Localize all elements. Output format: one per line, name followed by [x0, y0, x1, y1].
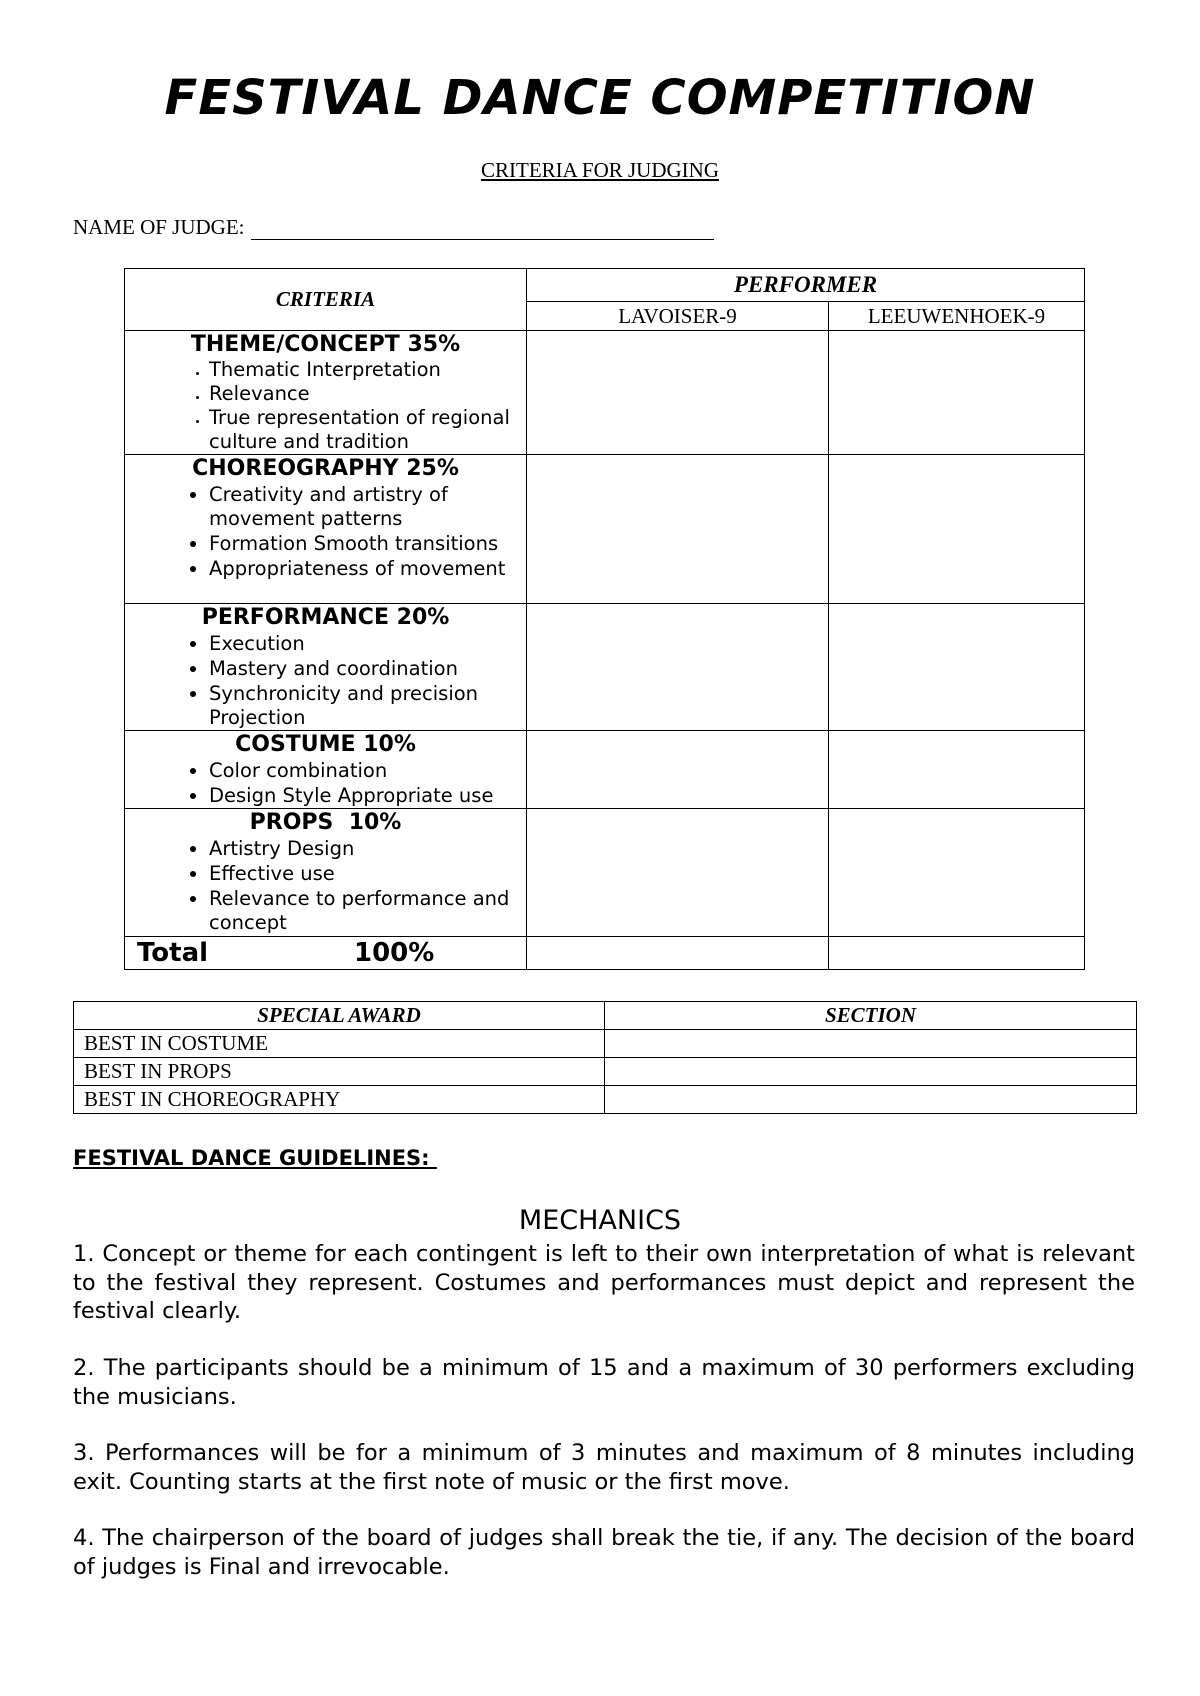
criteria-cell [125, 455, 527, 604]
total-row [125, 937, 1085, 970]
special-award-table [73, 1001, 1137, 1114]
criteria-item: • True representation of regional culture and tradition [209, 406, 526, 454]
criteria-item: • Design Style Appropriate use [209, 783, 526, 808]
criteria-heading: PROPS 10% [249, 810, 402, 835]
award-section-cell[interactable] [605, 1030, 1137, 1058]
score-cell[interactable] [829, 604, 1085, 731]
score-cell[interactable] [527, 331, 829, 455]
mechanics-item: 1. Concept or theme for each contingent is left to their own interpretation of what is relevant to the festival they represent. Costumes and performances must depict and represent the festival clearly. [73, 1241, 1135, 1324]
award-name: BEST IN COSTUME [74, 1030, 605, 1058]
document-title: FESTIVAL DANCE COMPETITION [164, 70, 1036, 126]
criteria-item: • Formation Smooth transitions [209, 531, 526, 556]
total-score-cell[interactable] [527, 937, 829, 970]
mechanics-item: 4. The chairperson of the board of judges shall break the tie, if any. The decision of the board of judges is Final and irrevocable. [73, 1525, 1135, 1580]
criteria-cell [125, 331, 527, 455]
criteria-list [125, 482, 526, 581]
total-score-cell[interactable] [829, 937, 1085, 970]
award-name: BEST IN PROPS [74, 1058, 605, 1086]
mechanics-item: 3. Performances will be for a minimum of 3 minutes and maximum of 8 minutes including exit. Counting starts at the first note of music or the first move. [73, 1440, 1135, 1495]
criteria-item: • Synchronicity and precision Projection [209, 681, 526, 730]
award-section-cell[interactable] [605, 1086, 1137, 1114]
performer-header: PERFORMER [527, 269, 1085, 302]
criteria-list [125, 836, 526, 935]
score-cell[interactable] [527, 731, 829, 809]
guidelines-heading: FESTIVAL DANCE GUIDELINES: [73, 1146, 437, 1170]
criteria-item: • Artistry Design [209, 836, 526, 861]
criteria-cell [125, 604, 527, 731]
judge-name-field [73, 215, 714, 240]
award-section-cell[interactable] [605, 1058, 1137, 1086]
criteria-item: • Thematic Interpretation [209, 358, 526, 382]
score-cell[interactable] [829, 331, 1085, 455]
award-row [74, 1030, 1137, 1058]
criteria-list [125, 358, 526, 454]
special-award-header: SPECIAL AWARD [74, 1002, 605, 1030]
criteria-heading: THEME/CONCEPT 35% [190, 332, 461, 357]
criteria-item: • Execution [209, 631, 526, 656]
award-row [74, 1086, 1137, 1114]
total-label: Total [137, 938, 209, 968]
criteria-list [125, 758, 526, 808]
criteria-item: • Relevance to performance and concept [209, 886, 526, 935]
criteria-row [125, 331, 1085, 455]
criteria-list [125, 631, 526, 730]
total-value: 100% [354, 938, 435, 968]
award-name: BEST IN CHOREOGRAPHY [74, 1086, 605, 1114]
judge-name-blank[interactable] [251, 217, 714, 240]
score-cell[interactable] [527, 455, 829, 604]
criteria-cell [125, 809, 527, 937]
criteria-table [124, 268, 1085, 970]
mechanics-heading: MECHANICS [518, 1205, 682, 1236]
criteria-item: • Effective use [209, 861, 526, 886]
criteria-heading: COSTUME 10% [235, 732, 416, 757]
criteria-row [125, 604, 1085, 731]
performer-name: LAVOISER-9 [527, 302, 829, 331]
score-cell[interactable] [829, 809, 1085, 937]
criteria-header: CRITERIA [125, 269, 527, 331]
criteria-item: • Relevance [209, 382, 526, 406]
criteria-row [125, 455, 1085, 604]
judge-name-label: NAME OF JUDGE: [73, 215, 245, 239]
criteria-item: • Color combination [209, 758, 526, 783]
award-row [74, 1058, 1137, 1086]
score-cell[interactable] [829, 455, 1085, 604]
total-cell [125, 937, 527, 970]
score-cell[interactable] [527, 604, 829, 731]
document-subtitle: CRITERIA FOR JUDGING [480, 158, 719, 182]
criteria-heading: PERFORMANCE 20% [201, 605, 450, 630]
criteria-item: • Mastery and coordination [209, 656, 526, 681]
criteria-cell [125, 731, 527, 809]
section-header: SECTION [605, 1002, 1137, 1030]
mechanics-item: 2. The participants should be a minimum of 15 and a maximum of 30 performers excluding the musicians. [73, 1355, 1135, 1410]
performer-name: LEEUWENHOEK-9 [829, 302, 1085, 331]
score-cell[interactable] [527, 809, 829, 937]
criteria-item: • Appropriateness of movement [209, 556, 526, 581]
criteria-row [125, 731, 1085, 809]
criteria-item: • Creativity and artistry of movement patterns [209, 482, 526, 531]
score-cell[interactable] [829, 731, 1085, 809]
criteria-heading: CHOREOGRAPHY 25% [192, 456, 459, 481]
criteria-row [125, 809, 1085, 937]
